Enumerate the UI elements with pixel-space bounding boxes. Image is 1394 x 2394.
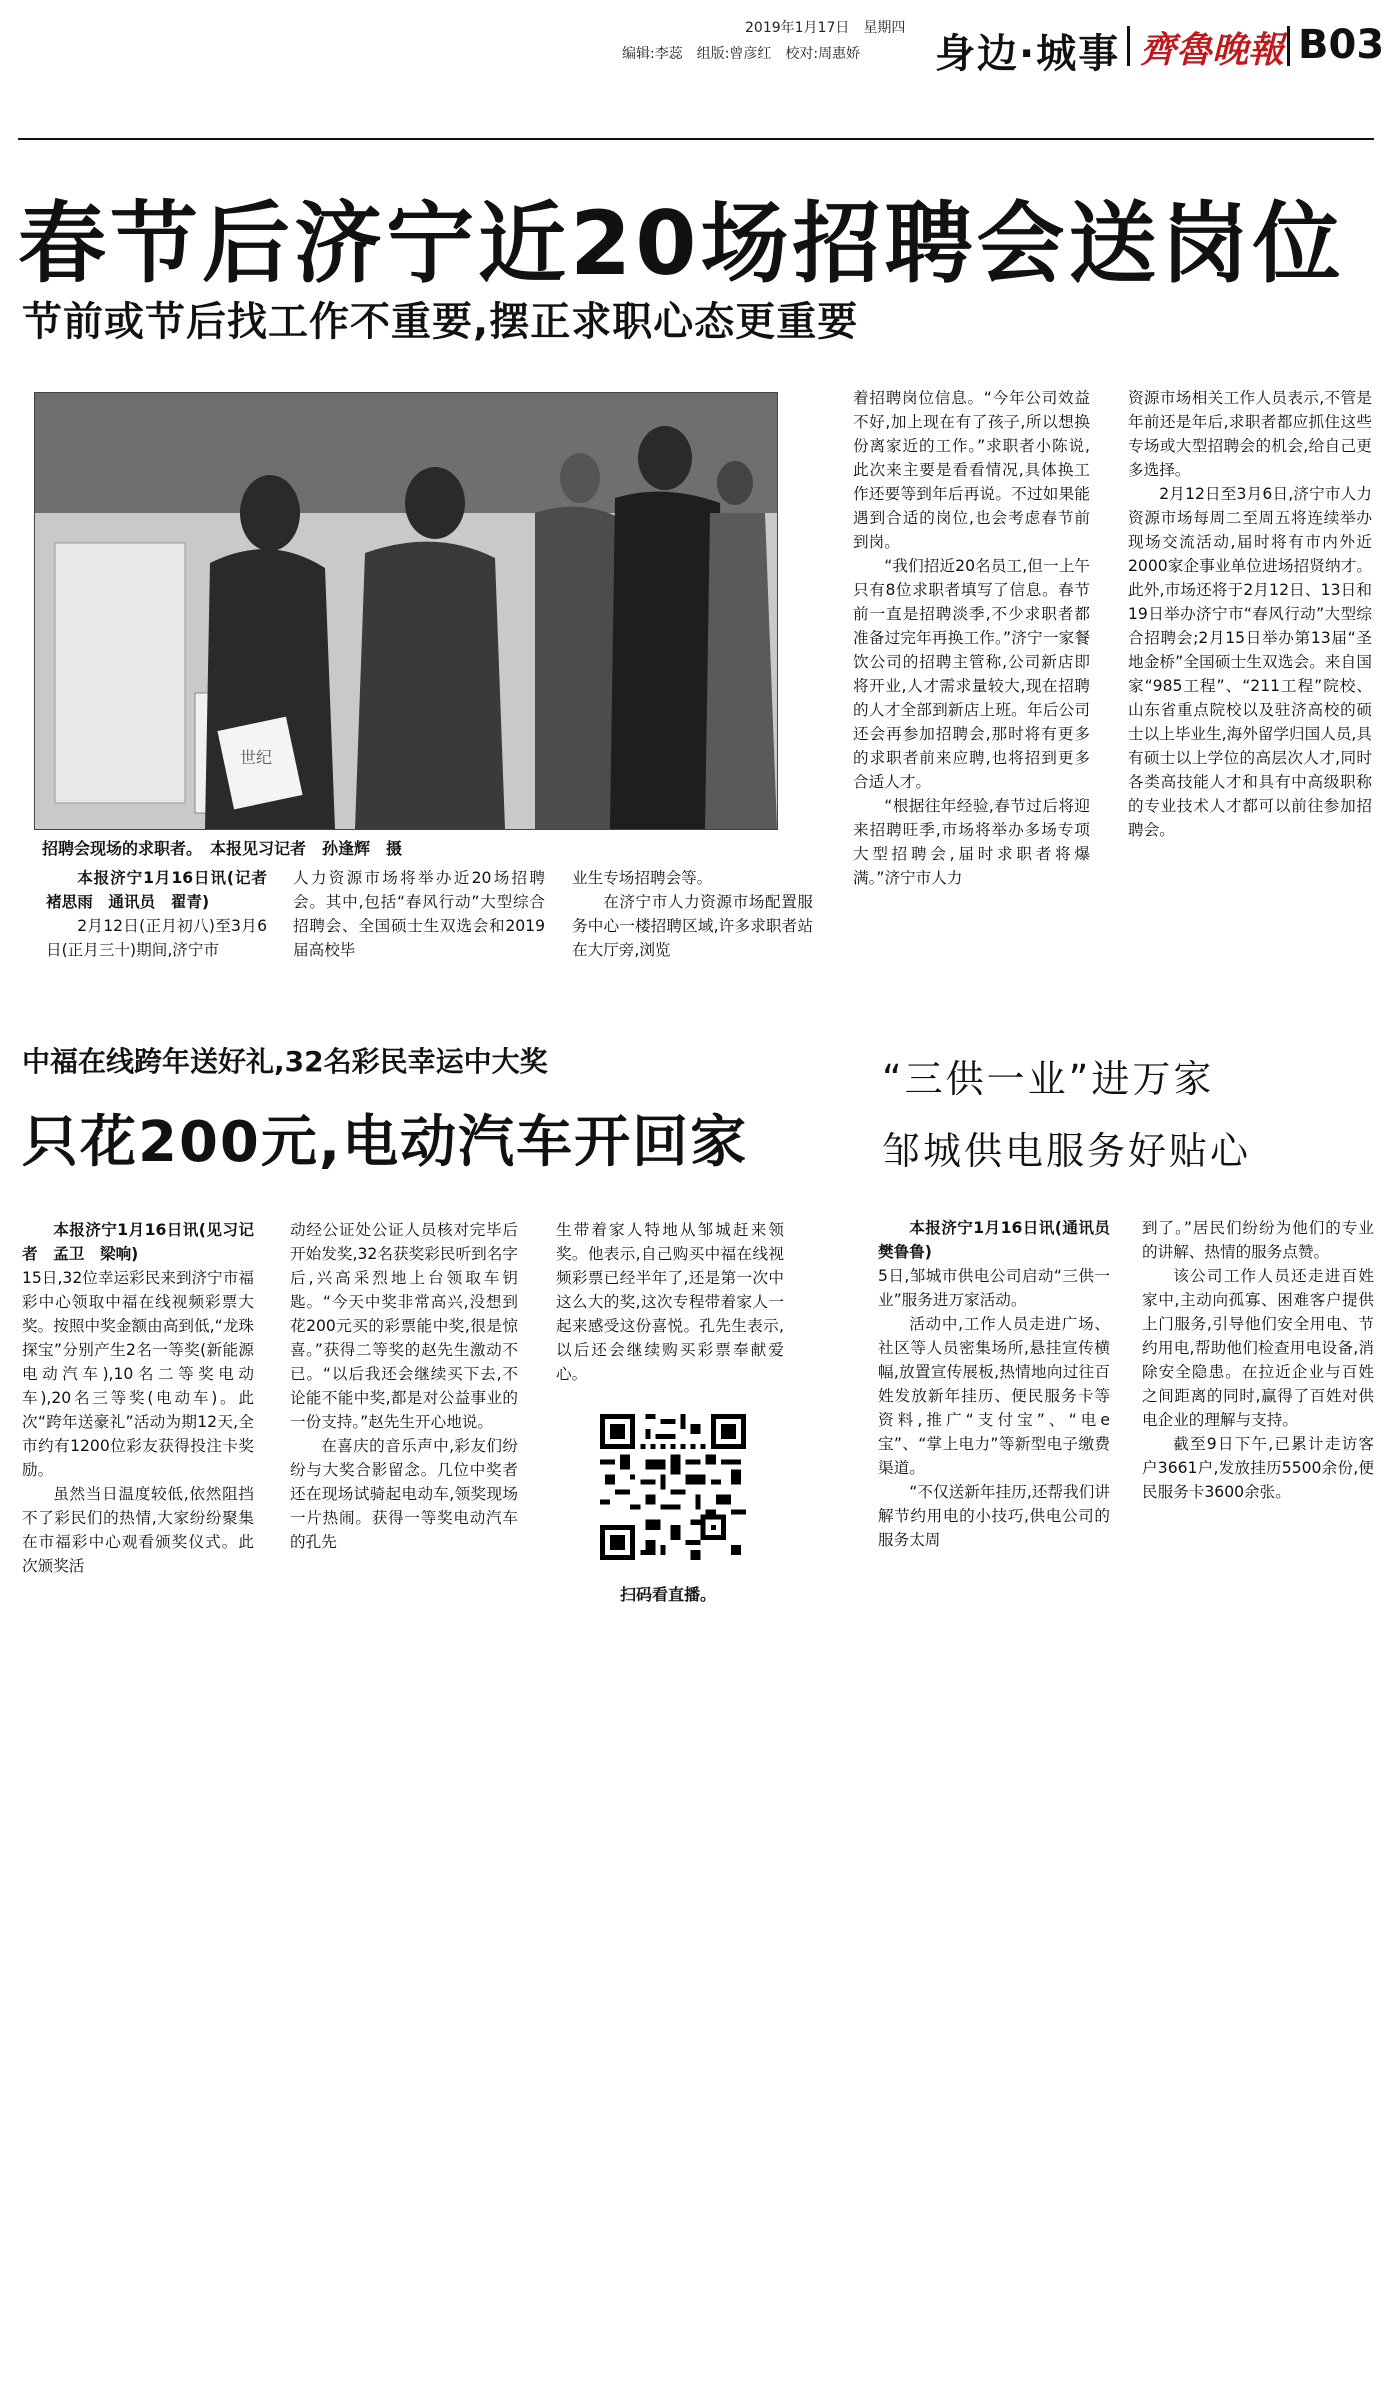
lottery-col1-p1: 15日,32位幸运彩民来到济宁市福彩中心领取中福在线视频彩票大奖。按照中奖金额由高到低,“龙珠探宝”分别产生2名一等奖(新能源电动汽车),10名二等奖电动车),20名三等奖(电动车)。此次“跨年送豪礼”活动为期12天,全市约有1200位彩友获得投注卡奖励。 bbox=[22, 1269, 254, 1479]
header-divider bbox=[1127, 26, 1130, 66]
main-col5-p1: 资源市场相关工作人员表示,不管是年前还是年后,求职者都应抓住这些专场或大型招聘会的机会,给自己更多选择。 bbox=[1128, 389, 1372, 479]
power-col1-p2: 活动中,工作人员走进广场、社区等人员密集场所,悬挂宣传横幅,放置宣传展板,热情地向过往百姓发放新年挂历、便民服务卡等资料,推广“支付宝”、“电e宝”、“掌上电力”等新型电子缴费渠道。 bbox=[878, 1315, 1110, 1477]
power-col1-p1: 5日,邹城市供电公司启动“三供一业”服务进万家活动。 bbox=[878, 1267, 1110, 1309]
main-col-5 bbox=[1128, 386, 1372, 976]
photo-sign-text: 世纪 bbox=[240, 748, 273, 767]
page-number: B03 bbox=[1298, 22, 1385, 68]
lottery-col1-lead: 本报济宁1月16日讯(见习记者 孟卫 梁响) bbox=[22, 1221, 254, 1263]
main-subhead: 节前或节后找工作不重要,摆正求职心态更重要 bbox=[22, 299, 859, 345]
lottery-col2-p2: 在喜庆的音乐声中,彩友们纷纷与大奖合影留念。几位中奖者还在现场试骑起电动车,领奖现场一片热闹。获得一等奖电动汽车的孔先 bbox=[290, 1437, 518, 1551]
job-fair-photo bbox=[34, 392, 778, 830]
main-col3-body-2: 在济宁市人力资源市场配置服务中心一楼招聘区域,许多求职者站在大厅旁,浏览 bbox=[572, 893, 813, 959]
power-col2-p3: 截至9日下午,已累计走访客户3661户,发放挂历5500余份,便民服务卡3600余张。 bbox=[1142, 1435, 1374, 1501]
main-col5-p2: 2月12日至3月6日,济宁市人力资源市场每周二至周五将连续举办现场交流活动,届时将有市内外近2000家企事业单位进场招贤纳才。此外,市场还将于2月12日、13日和19日举办济宁市“春风行动”大型综合招聘会;2月15日举办第13届“圣地金桥”全国硕士生双选会。来自国家“985工程”、“211工程”院校、山东省重点院校以及驻济高校的硕士以上毕业生,海外留学归国人员,具有硕士以上学位的高层次人才,同时各类高技能人才和具有中高级职称的专业技术人才都可以前往参加招聘会。 bbox=[1128, 485, 1372, 839]
live-stream-qr-code[interactable] bbox=[600, 1414, 746, 1560]
main-col-2 bbox=[293, 866, 545, 976]
lottery-col3-p1: 生带着家人特地从邹城赶来领奖。他表示,自己购买中福在线视频彩票已经半年了,还是第一次中这么大的奖,这次专程带着家人一起来感受这份喜悦。孔先生表示,以后还会继续购买彩票奉献爱心。 bbox=[556, 1221, 784, 1383]
lottery-headline: 只花200元,电动汽车开回家 bbox=[22, 1110, 749, 1175]
main-col1-body: 2月12日(正月初八)至3月6日(正月三十)期间,济宁市 bbox=[46, 917, 267, 959]
section-name: 身边·城事 bbox=[935, 31, 1121, 77]
power-col2-p1: 到了。”居民们纷纷为他们的专业的讲解、热情的服务点赞。 bbox=[1142, 1219, 1374, 1261]
job-fair-photo-illustration bbox=[35, 393, 777, 829]
main-col1-lead: 本报济宁1月16日讯(记者 褚思雨 通讯员 翟青) bbox=[46, 869, 283, 911]
header-rule bbox=[18, 138, 1374, 140]
lottery-col-3 bbox=[556, 1218, 784, 1398]
qr-caption: 扫码看直播。 bbox=[620, 1585, 717, 1604]
main-col-4 bbox=[853, 386, 1090, 976]
power-title-line2: 邹城供电服务好贴心 bbox=[882, 1129, 1252, 1173]
issue-date: 2019年1月17日 星期四 bbox=[745, 20, 906, 36]
lottery-col-2 bbox=[290, 1218, 518, 1818]
power-col1-p3: “不仅送新年挂历,还帮我们讲解节约用电的小技巧,供电公司的服务太周 bbox=[878, 1483, 1110, 1549]
power-col-1 bbox=[878, 1216, 1126, 1656]
header-divider-2 bbox=[1287, 26, 1290, 66]
power-col1-lead: 本报济宁1月16日讯(通讯员 樊鲁鲁) bbox=[878, 1219, 1126, 1261]
power-col-2 bbox=[1142, 1216, 1374, 1656]
main-headline: 春节后济宁近20场招聘会送岗位 bbox=[18, 192, 1345, 295]
main-col-1 bbox=[46, 866, 283, 976]
main-col2-body: 人力资源市场将举办近20场招聘会。其中,包括“春风行动”大型综合招聘会、全国硕士生双选会和2019届高校毕 bbox=[293, 869, 545, 959]
power-col2-p2: 该公司工作人员还走进百姓家中,主动向孤寡、困难客户提供上门服务,引导他们安全用电、节约用电,帮助他们检查用电设备,消除安全隐患。在拉近企业与百姓之间距离的同时,赢得了百姓对供电企业的理解与支持。 bbox=[1142, 1267, 1374, 1429]
lottery-kicker: 中福在线跨年送好礼,32名彩民幸运中大奖 bbox=[22, 1045, 548, 1078]
lottery-col1-p2: 虽然当日温度较低,依然阻挡不了彩民们的热情,大家纷纷聚集在市福彩中心观看颁奖仪式。此次颁奖活 bbox=[22, 1485, 254, 1575]
main-col4-p2: “我们招近20名员工,但一上午只有8位求职者填写了信息。春节前一直是招聘淡季,不少求职者都准备过完年再换工作。”济宁一家餐饮公司的招聘主管称,公司新店即将开业,人才需求量较大,现在招聘的人才全部到新店上班。年后公司还会再参加招聘会,那时将有更多的求职者前来应聘,也将招到更多合适人才。 bbox=[853, 557, 1090, 791]
editor-credits: 编辑:李蕊 组版:曾彦红 校对:周惠娇 bbox=[622, 46, 861, 62]
power-title-line1: “三供一业”进万家 bbox=[882, 1057, 1215, 1101]
photo-caption: 招聘会现场的求职者。 本报见习记者 孙逢辉 摄 bbox=[42, 839, 403, 858]
qr-code-graphic bbox=[600, 1414, 746, 1560]
main-col4-p3: “根据往年经验,春节过后将迎来招聘旺季,市场将举办多场专项大型招聘会,届时求职者将爆满。”济宁市人力 bbox=[853, 797, 1090, 887]
lottery-col2-p1: 动经公证处公证人员核对完毕后开始发奖,32名获奖彩民听到名字后,兴高采烈地上台领取车钥匙。“今天中奖非常高兴,没想到花200元买的彩票能中奖,很是惊喜。”获得二等奖的赵先生激动不已。“以后我还会继续买下去,不论能不能中奖,都是对公益事业的一份支持。”赵先生开心地说。 bbox=[290, 1221, 518, 1431]
lottery-col-1 bbox=[22, 1218, 254, 1818]
main-col4-p1: 着招聘岗位信息。“今年公司效益不好,加上现在有了孩子,所以想换份离家近的工作。”求职者小陈说,此次来主要是看看情况,具体换工作还要等到年后再说。不过如果能遇到合适的岗位,也会考虑春节前到岗。 bbox=[853, 389, 1090, 551]
main-col-3 bbox=[572, 866, 813, 976]
newspaper-logo: 齊魯晚報 bbox=[1140, 29, 1285, 71]
main-col3-body-1: 业生专场招聘会等。 bbox=[572, 869, 713, 887]
